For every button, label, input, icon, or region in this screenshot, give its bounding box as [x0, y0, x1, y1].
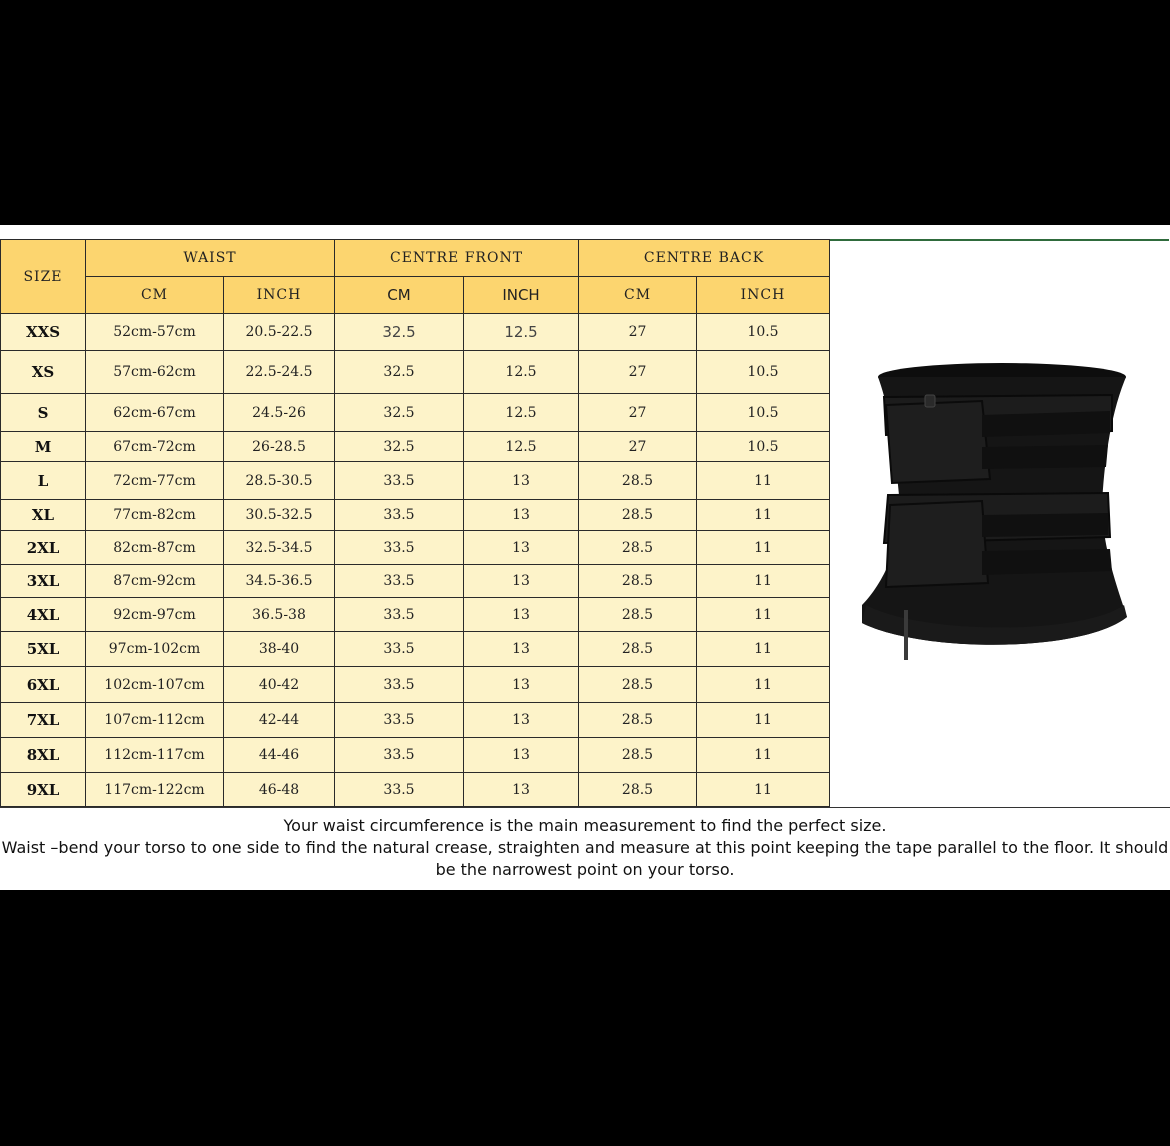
cell-waist-inch: 42-44: [224, 703, 335, 738]
cell-front-cm: 33.5: [335, 738, 464, 773]
cell-back-cm: 28.5: [579, 632, 697, 667]
cell-back-inch: 11: [697, 598, 830, 632]
header-centre-back: CENTRE BACK: [579, 240, 830, 277]
cell-front-cm: 32.5: [335, 314, 464, 351]
header-front-inch: INCH: [464, 277, 579, 314]
table-row: [1, 351, 830, 394]
header-waist-inch: INCH: [224, 277, 335, 314]
cell-front-cm: 33.5: [335, 773, 464, 807]
waist-trainer-image: [862, 355, 1142, 685]
cell-back-inch: 11: [697, 565, 830, 598]
cell-front-cm: 33.5: [335, 598, 464, 632]
cell-waist-inch: 40-42: [224, 667, 335, 703]
cell-size: 7XL: [1, 703, 86, 738]
cell-back-cm: 27: [579, 314, 697, 351]
cell-front-cm: 32.5: [335, 432, 464, 462]
cell-front-inch: 12.5: [464, 394, 579, 432]
cell-front-inch: 12.5: [464, 351, 579, 394]
cell-back-inch: 11: [697, 531, 830, 565]
cell-size: 4XL: [1, 598, 86, 632]
cell-front-cm: 33.5: [335, 462, 464, 500]
cell-waist-inch: 32.5-34.5: [224, 531, 335, 565]
cell-back-inch: 11: [697, 703, 830, 738]
cell-front-inch: 12.5: [464, 314, 579, 351]
cell-front-cm: 33.5: [335, 531, 464, 565]
cell-back-cm: 27: [579, 351, 697, 394]
cell-front-inch: 13: [464, 773, 579, 807]
cell-waist-inch: 38-40: [224, 632, 335, 667]
cell-size: L: [1, 462, 86, 500]
header-back-cm: CM: [579, 277, 697, 314]
cell-waist-cm: 72cm-77cm: [86, 462, 224, 500]
cell-back-inch: 11: [697, 632, 830, 667]
cell-waist-cm: 77cm-82cm: [86, 500, 224, 531]
cell-back-inch: 11: [697, 738, 830, 773]
cell-size: XXS: [1, 314, 86, 351]
cell-waist-inch: 34.5-36.5: [224, 565, 335, 598]
cell-waist-inch: 26-28.5: [224, 432, 335, 462]
cell-front-inch: 13: [464, 598, 579, 632]
cell-waist-cm: 97cm-102cm: [86, 632, 224, 667]
table-row: [1, 738, 830, 773]
cell-back-cm: 28.5: [579, 565, 697, 598]
cell-front-inch: 13: [464, 667, 579, 703]
cell-size: 9XL: [1, 773, 86, 807]
header-centre-front: CENTRE FRONT: [335, 240, 579, 277]
cell-waist-cm: 107cm-112cm: [86, 703, 224, 738]
cell-front-cm: 33.5: [335, 500, 464, 531]
cell-size: S: [1, 394, 86, 432]
header-size: SIZE: [1, 240, 86, 314]
cell-front-cm: 32.5: [335, 394, 464, 432]
cell-waist-inch: 36.5-38: [224, 598, 335, 632]
cell-size: 5XL: [1, 632, 86, 667]
cell-waist-cm: 62cm-67cm: [86, 394, 224, 432]
table-row: [1, 598, 830, 632]
cell-back-cm: 28.5: [579, 738, 697, 773]
cell-front-cm: 33.5: [335, 565, 464, 598]
cell-front-inch: 13: [464, 738, 579, 773]
note-line-1: Your waist circumference is the main measurement to find the perfect size.: [283, 816, 887, 835]
note-line-2: Waist –bend your torso to one side to find the natural crease, straighten and measure at this point keeping the tape parallel to the floor. It should be the narrowest point on your torso.: [1, 838, 1169, 879]
bottom-rule: [0, 807, 1170, 808]
cell-front-inch: 13: [464, 500, 579, 531]
cell-back-inch: 10.5: [697, 314, 830, 351]
cell-waist-cm: 102cm-107cm: [86, 667, 224, 703]
cell-back-cm: 27: [579, 432, 697, 462]
cell-back-inch: 10.5: [697, 394, 830, 432]
cell-back-inch: 11: [697, 462, 830, 500]
cell-size: 3XL: [1, 565, 86, 598]
table-row: [1, 432, 830, 462]
header-front-cm: CM: [335, 277, 464, 314]
cell-back-cm: 28.5: [579, 773, 697, 807]
cell-back-cm: 28.5: [579, 500, 697, 531]
cell-back-inch: 11: [697, 667, 830, 703]
cell-waist-cm: 67cm-72cm: [86, 432, 224, 462]
cell-front-inch: 13: [464, 531, 579, 565]
cell-waist-cm: 117cm-122cm: [86, 773, 224, 807]
table-row: [1, 632, 830, 667]
cell-back-cm: 27: [579, 394, 697, 432]
cell-waist-cm: 92cm-97cm: [86, 598, 224, 632]
cell-size: 6XL: [1, 667, 86, 703]
cell-waist-cm: 52cm-57cm: [86, 314, 224, 351]
cell-waist-cm: 57cm-62cm: [86, 351, 224, 394]
table-row: [1, 565, 830, 598]
cell-front-cm: 33.5: [335, 632, 464, 667]
table-row: [1, 462, 830, 500]
cell-size: 8XL: [1, 738, 86, 773]
cell-waist-cm: 112cm-117cm: [86, 738, 224, 773]
cell-back-cm: 28.5: [579, 667, 697, 703]
cell-waist-inch: 24.5-26: [224, 394, 335, 432]
cell-size: 2XL: [1, 531, 86, 565]
cell-front-inch: 13: [464, 632, 579, 667]
measurement-notes: [0, 815, 1170, 881]
size-chart-table: [0, 239, 830, 807]
cell-front-cm: 33.5: [335, 667, 464, 703]
cell-back-inch: 10.5: [697, 351, 830, 394]
cell-back-inch: 11: [697, 500, 830, 531]
table-row: [1, 531, 830, 565]
size-table-body: [1, 314, 830, 807]
cell-back-inch: 11: [697, 773, 830, 807]
cell-size: XS: [1, 351, 86, 394]
cell-waist-cm: 87cm-92cm: [86, 565, 224, 598]
cell-front-cm: 32.5: [335, 351, 464, 394]
divider-line: [828, 239, 1169, 241]
cell-back-cm: 28.5: [579, 598, 697, 632]
header-back-inch: INCH: [697, 277, 830, 314]
cell-back-cm: 28.5: [579, 703, 697, 738]
cell-back-cm: 28.5: [579, 531, 697, 565]
cell-front-inch: 12.5: [464, 432, 579, 462]
table-row: [1, 394, 830, 432]
cell-waist-inch: 28.5-30.5: [224, 462, 335, 500]
cell-front-inch: 13: [464, 462, 579, 500]
cell-waist-inch: 30.5-32.5: [224, 500, 335, 531]
table-row: [1, 773, 830, 807]
cell-front-inch: 13: [464, 565, 579, 598]
table-row: [1, 500, 830, 531]
table-row: [1, 703, 830, 738]
cell-size: M: [1, 432, 86, 462]
cell-front-inch: 13: [464, 703, 579, 738]
header-waist-cm: CM: [86, 277, 224, 314]
cell-waist-cm: 82cm-87cm: [86, 531, 224, 565]
cell-waist-inch: 44-46: [224, 738, 335, 773]
cell-waist-inch: 20.5-22.5: [224, 314, 335, 351]
table-row: [1, 667, 830, 703]
table-row: [1, 314, 830, 351]
cell-size: XL: [1, 500, 86, 531]
cell-back-cm: 28.5: [579, 462, 697, 500]
cell-waist-inch: 46-48: [224, 773, 335, 807]
cell-front-cm: 33.5: [335, 703, 464, 738]
cell-back-inch: 10.5: [697, 432, 830, 462]
header-waist: WAIST: [86, 240, 335, 277]
cell-waist-inch: 22.5-24.5: [224, 351, 335, 394]
